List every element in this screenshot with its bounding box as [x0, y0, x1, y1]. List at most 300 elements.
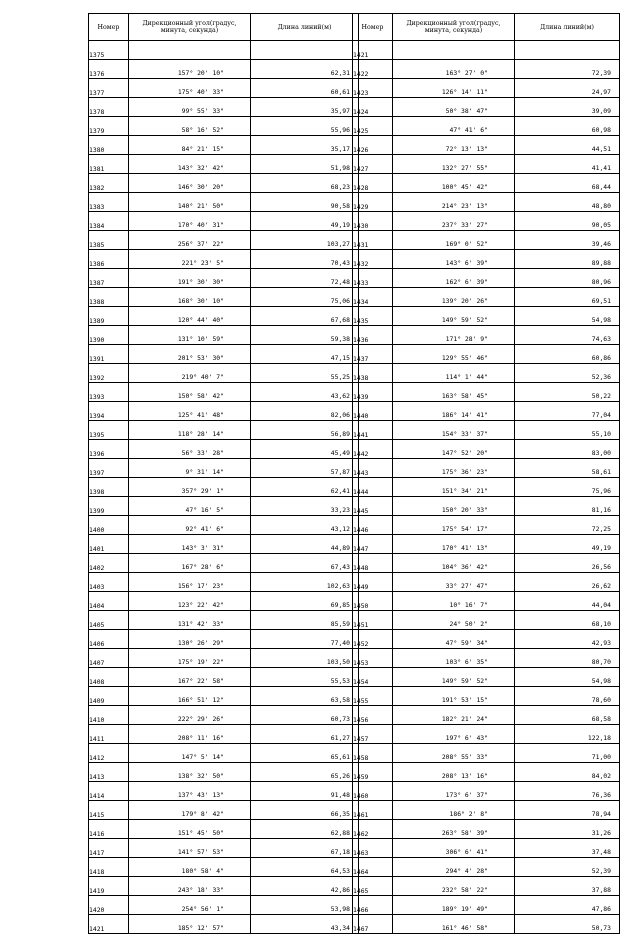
line-length: [251, 611, 359, 630]
line-length: [251, 478, 359, 497]
line-length-text: 80,96: [591, 278, 611, 286]
bearing-angle-text: 103° 6' 35": [445, 658, 488, 666]
bearing-angle: [393, 782, 515, 801]
table-row: [89, 459, 359, 478]
bearing-angle: [129, 725, 251, 744]
point-number-text: 1424: [353, 108, 369, 116]
table-row: [353, 231, 620, 250]
line-length-text: 67,43: [330, 563, 350, 571]
bearing-angle-text: 149° 59' 52": [441, 677, 488, 685]
point-number: [353, 592, 393, 611]
point-number: [89, 725, 129, 744]
point-number: [89, 782, 129, 801]
bearing-angle-text: 132° 27' 55": [441, 164, 488, 172]
line-length: [515, 535, 620, 554]
bearing-angle: [393, 326, 515, 345]
bearing-angle-text: 100° 45' 42": [441, 183, 488, 191]
bearing-angle-text: 24° 50' 2": [449, 620, 488, 628]
table-row: [89, 782, 359, 801]
line-length-text: 42,86: [330, 886, 350, 894]
point-number-text: 1458: [353, 754, 369, 762]
angle-column-header: Дирекционный угол(градус, минута, секунда): [129, 14, 251, 41]
table-row: [89, 307, 359, 326]
bearing-angle: [129, 915, 251, 934]
line-length: [251, 155, 359, 174]
point-number-text: 1450: [353, 602, 369, 610]
line-length: [515, 915, 620, 934]
bearing-angle: [393, 839, 515, 858]
line-length-text: 44,89: [330, 544, 350, 552]
line-length: [515, 155, 620, 174]
table-row: [89, 554, 359, 573]
table-row: [89, 250, 359, 269]
bearing-angle-text: 306° 6' 41": [445, 848, 488, 856]
bearing-angle-text: 185° 12' 57": [177, 924, 224, 932]
bearing-angle-text: 47° 59' 34": [445, 639, 488, 647]
line-length: [251, 231, 359, 250]
point-number-text: 1380: [89, 146, 105, 154]
line-length-text: 72,39: [591, 69, 611, 77]
point-number-text: 1449: [353, 583, 369, 591]
bearing-angle-text: 186° 14' 41": [441, 411, 488, 419]
line-length-text: 56,89: [330, 430, 350, 438]
point-number: [353, 820, 393, 839]
line-length-text: 42,93: [591, 639, 611, 647]
bearing-angle-text: 139° 20' 26": [441, 297, 488, 305]
point-number-text: 1453: [353, 659, 369, 667]
point-number: [353, 649, 393, 668]
bearing-angle: [393, 41, 515, 60]
point-number-text: 1393: [89, 393, 105, 401]
line-length: [251, 896, 359, 915]
bearing-angle-text: 130° 26' 29": [177, 639, 224, 647]
point-number-text: 1432: [353, 260, 369, 268]
bearing-angle-text: 168° 30' 10": [177, 297, 224, 305]
bearing-angle-text: 58° 16' 52": [181, 126, 224, 134]
line-length-text: 58,61: [591, 468, 611, 476]
line-length-text: 55,25: [330, 373, 350, 381]
bearing-angle-text: 179° 8' 42": [181, 810, 224, 818]
point-number: [353, 611, 393, 630]
bearing-angle: [129, 79, 251, 98]
line-length-text: 66,35: [330, 810, 350, 818]
line-length: [515, 858, 620, 877]
line-length: [515, 459, 620, 478]
point-number: [89, 269, 129, 288]
line-length: [515, 801, 620, 820]
bearing-angle-text: 243° 18' 33": [177, 886, 224, 894]
line-length-text: 81,16: [591, 506, 611, 514]
point-number: [353, 706, 393, 725]
right-table-body: [353, 41, 620, 934]
bearing-angle-text: 84° 21' 15": [181, 145, 224, 153]
point-number-text: 1459: [353, 773, 369, 781]
point-number: [353, 478, 393, 497]
point-number-text: 1415: [89, 811, 105, 819]
bearing-angle-text: 143° 6' 39": [445, 259, 488, 267]
line-length: [515, 364, 620, 383]
line-length-text: 55,96: [330, 126, 350, 134]
bearing-angle: [393, 516, 515, 535]
table-row: [353, 592, 620, 611]
line-length: [251, 820, 359, 839]
point-number: [89, 839, 129, 858]
point-number-text: 1414: [89, 792, 105, 800]
bearing-angle: [393, 288, 515, 307]
line-length-text: 91,48: [330, 791, 350, 799]
point-number-text: 1384: [89, 222, 105, 230]
bearing-angle: [129, 307, 251, 326]
line-length-text: 84,02: [591, 772, 611, 780]
table-header-row: [353, 14, 620, 41]
bearing-angle-text: 150° 58' 42": [177, 392, 224, 400]
bearing-angle-text: 104° 36' 42": [441, 563, 488, 571]
line-length-text: 48,80: [591, 202, 611, 210]
table-row: [353, 668, 620, 687]
line-length-text: 70,43: [330, 259, 350, 267]
line-length: [515, 839, 620, 858]
line-length-text: 75,96: [591, 487, 611, 495]
line-length: [251, 212, 359, 231]
line-length-text: 43,34: [330, 924, 350, 932]
bearing-angle: [393, 231, 515, 250]
point-number-text: 1395: [89, 431, 105, 439]
point-number-text: 1466: [353, 906, 369, 914]
line-length-text: 54,98: [591, 316, 611, 324]
table-row: [353, 896, 620, 915]
bearing-angle: [129, 269, 251, 288]
table-row: [353, 877, 620, 896]
table-row: [89, 98, 359, 117]
table-row: [353, 440, 620, 459]
line-length: [515, 41, 620, 60]
bearing-angle: [393, 497, 515, 516]
point-number-text: 1385: [89, 241, 105, 249]
point-number: [353, 79, 393, 98]
bearing-angle-text: 157° 20' 10": [177, 69, 224, 77]
line-length: [251, 497, 359, 516]
bearing-angle-text: 147° 5' 14": [181, 753, 224, 761]
line-length-text: 68,10: [591, 620, 611, 628]
point-number: [89, 440, 129, 459]
point-number-text: 1452: [353, 640, 369, 648]
line-length-text: 122,18: [587, 734, 611, 742]
point-number: [353, 877, 393, 896]
line-length: [515, 212, 620, 231]
point-number-text: 1461: [353, 811, 369, 819]
point-number: [89, 554, 129, 573]
line-length: [251, 326, 359, 345]
table-row: [89, 269, 359, 288]
bearing-angle: [129, 326, 251, 345]
bearing-angle: [129, 231, 251, 250]
line-length: [515, 725, 620, 744]
bearing-angle: [393, 877, 515, 896]
point-number-text: 1437: [353, 355, 369, 363]
point-number: [89, 364, 129, 383]
line-length: [515, 592, 620, 611]
bearing-angle: [129, 250, 251, 269]
line-length-text: 102,63: [326, 582, 350, 590]
line-length: [251, 706, 359, 725]
point-number: [353, 497, 393, 516]
point-number: [89, 174, 129, 193]
point-number: [89, 649, 129, 668]
line-length-text: 37,88: [591, 886, 611, 894]
bearing-angle: [393, 98, 515, 117]
line-length: [251, 345, 359, 364]
line-length-text: 74,63: [591, 335, 611, 343]
point-number-text: 1445: [353, 507, 369, 515]
line-length: [251, 193, 359, 212]
bearing-angle-text: 197° 6' 43": [445, 734, 488, 742]
table-row: [353, 459, 620, 478]
point-number: [89, 497, 129, 516]
point-number: [353, 402, 393, 421]
bearing-angle: [393, 117, 515, 136]
left-table-body: [89, 41, 359, 934]
point-number: [89, 915, 129, 934]
point-number: [89, 383, 129, 402]
bearing-angle-text: 208° 55' 33": [441, 753, 488, 761]
bearing-angle: [129, 744, 251, 763]
bearing-angle: [393, 630, 515, 649]
table-row: [353, 383, 620, 402]
point-number-text: 1465: [353, 887, 369, 895]
line-length-text: 43,12: [330, 525, 350, 533]
line-length: [251, 725, 359, 744]
line-length: [515, 250, 620, 269]
bearing-angle-text: 138° 32' 50": [177, 772, 224, 780]
number-column-header: Номер: [89, 14, 129, 41]
bearing-angle: [129, 630, 251, 649]
bearing-angle: [129, 554, 251, 573]
line-length-text: 60,61: [330, 88, 350, 96]
point-number-text: 1464: [353, 868, 369, 876]
bearing-angle: [129, 60, 251, 79]
table-row: [353, 155, 620, 174]
point-number-text: 1462: [353, 830, 369, 838]
line-length-text: 103,50: [326, 658, 350, 666]
bearing-angle: [129, 839, 251, 858]
table-row: [89, 763, 359, 782]
line-length-text: 72,25: [591, 525, 611, 533]
bearing-angle-text: 154° 33' 37": [441, 430, 488, 438]
line-length: [515, 744, 620, 763]
point-number-text: 1421: [89, 925, 105, 933]
line-length-text: 50,22: [591, 392, 611, 400]
point-number-text: 1376: [89, 70, 105, 78]
bearing-angle: [393, 269, 515, 288]
table-row: [89, 706, 359, 725]
point-number: [353, 535, 393, 554]
point-number-text: 1460: [353, 792, 369, 800]
line-length: [251, 915, 359, 934]
table-row: [89, 155, 359, 174]
table-row: [353, 136, 620, 155]
point-number-text: 1400: [89, 526, 105, 534]
length-column-header: Длина линий(м): [251, 14, 359, 41]
table-row: [89, 858, 359, 877]
point-number: [89, 820, 129, 839]
table-row: [353, 763, 620, 782]
point-number-text: 1406: [89, 640, 105, 648]
bearing-angle-text: 149° 59' 52": [441, 316, 488, 324]
point-number-text: 1412: [89, 754, 105, 762]
line-length-text: 83,00: [591, 449, 611, 457]
bearing-angle: [129, 288, 251, 307]
line-length: [251, 288, 359, 307]
point-number: [89, 307, 129, 326]
table-row: [353, 649, 620, 668]
line-length-text: 51,98: [330, 164, 350, 172]
line-length: [515, 820, 620, 839]
line-length: [515, 478, 620, 497]
number-column-header: Номер: [353, 14, 393, 41]
point-number: [89, 79, 129, 98]
bearing-angle-text: 186° 2' 8": [449, 810, 488, 818]
table-row: [89, 668, 359, 687]
line-length-text: 52,36: [591, 373, 611, 381]
point-number-text: 1378: [89, 108, 105, 116]
bearing-angle: [393, 535, 515, 554]
table-row: [353, 706, 620, 725]
point-number-text: 1401: [89, 545, 105, 553]
table-row: [89, 877, 359, 896]
line-length-text: 55,10: [591, 430, 611, 438]
line-length: [515, 288, 620, 307]
line-length-text: 44,04: [591, 601, 611, 609]
bearing-angle: [129, 383, 251, 402]
bearing-angle-text: 151° 45' 50": [177, 829, 224, 837]
bearing-angle-text: 208° 11' 16": [177, 734, 224, 742]
point-number-text: 1397: [89, 469, 105, 477]
table-row: [353, 858, 620, 877]
bearing-angle-text: 143° 3' 31": [181, 544, 224, 552]
table-row: [353, 174, 620, 193]
bearing-angle: [129, 687, 251, 706]
bearing-angle: [129, 345, 251, 364]
line-length-text: 89,88: [591, 259, 611, 267]
line-length: [515, 326, 620, 345]
bearing-angle: [393, 155, 515, 174]
line-length: [515, 383, 620, 402]
point-number: [89, 801, 129, 820]
point-number: [353, 801, 393, 820]
table-row: [353, 345, 620, 364]
bearing-angle: [393, 383, 515, 402]
table-row: [353, 60, 620, 79]
line-length-text: 60,98: [591, 126, 611, 134]
point-number-text: 1429: [353, 203, 369, 211]
table-row: [89, 478, 359, 497]
line-length-text: 45,49: [330, 449, 350, 457]
table-row: [353, 839, 620, 858]
line-length: [251, 668, 359, 687]
point-number: [89, 877, 129, 896]
bearing-angle-text: 126° 14' 11": [441, 88, 488, 96]
line-length-text: 76,36: [591, 791, 611, 799]
point-number-text: 1444: [353, 488, 369, 496]
line-length-text: 44,51: [591, 145, 611, 153]
line-length-text: 80,70: [591, 658, 611, 666]
bearing-angle-text: 10° 16' 7": [449, 601, 488, 609]
table-row: [353, 611, 620, 630]
bearing-angle-text: 263° 58' 39": [441, 829, 488, 837]
point-number-text: 1387: [89, 279, 105, 287]
bearing-angle-text: 151° 34' 21": [441, 487, 488, 495]
line-length-text: 78,94: [591, 810, 611, 818]
point-number: [353, 687, 393, 706]
point-number-text: 1443: [353, 469, 369, 477]
line-length-text: 82,06: [330, 411, 350, 419]
point-number-text: 1441: [353, 431, 369, 439]
bearing-angle: [129, 649, 251, 668]
bearing-angle-text: 123° 22' 42": [177, 601, 224, 609]
bearing-angle-text: 118° 28' 14": [177, 430, 224, 438]
bearing-angle-text: 33° 27' 47": [445, 582, 488, 590]
bearing-angle: [393, 896, 515, 915]
line-length: [251, 174, 359, 193]
bearing-angle: [393, 60, 515, 79]
point-number: [353, 858, 393, 877]
table-row: [353, 573, 620, 592]
point-number: [89, 592, 129, 611]
table-row: [353, 630, 620, 649]
point-number-text: 1427: [353, 165, 369, 173]
point-number: [89, 326, 129, 345]
table-row: [89, 820, 359, 839]
bearing-angle: [129, 478, 251, 497]
bearing-angle-text: 294° 4' 28": [445, 867, 488, 875]
table-row: [353, 782, 620, 801]
bearing-angle-text: 150° 20' 33": [441, 506, 488, 514]
bearing-angle: [129, 136, 251, 155]
point-number: [89, 763, 129, 782]
table-row: [89, 744, 359, 763]
line-length-text: 39,09: [591, 107, 611, 115]
point-number-text: 1438: [353, 374, 369, 382]
bearing-angle-text: 167° 28' 6": [181, 563, 224, 571]
bearing-angle: [129, 668, 251, 687]
line-length-text: 49,19: [330, 221, 350, 229]
line-length: [515, 497, 620, 516]
bearing-angle: [129, 155, 251, 174]
line-length-text: 49,19: [591, 544, 611, 552]
bearing-angle-text: 47° 41' 6": [449, 126, 488, 134]
line-length: [515, 782, 620, 801]
bearing-angle: [129, 402, 251, 421]
bearing-angle-text: 166° 51' 12": [177, 696, 224, 704]
point-number: [353, 630, 393, 649]
line-length-text: 26,56: [591, 563, 611, 571]
table-row: [353, 269, 620, 288]
point-number: [89, 98, 129, 117]
bearing-angle: [129, 193, 251, 212]
point-number: [89, 212, 129, 231]
point-number-text: 1409: [89, 697, 105, 705]
point-number: [353, 459, 393, 478]
bearing-angle: [129, 117, 251, 136]
angle-column-header: Дирекционный угол(градус, минута, секунда): [393, 14, 515, 41]
line-length: [251, 630, 359, 649]
table-row: [89, 630, 359, 649]
table-row: [353, 801, 620, 820]
table-row: [89, 41, 359, 60]
point-number-text: 1435: [353, 317, 369, 325]
line-length-text: 90,58: [330, 202, 350, 210]
point-number: [353, 725, 393, 744]
